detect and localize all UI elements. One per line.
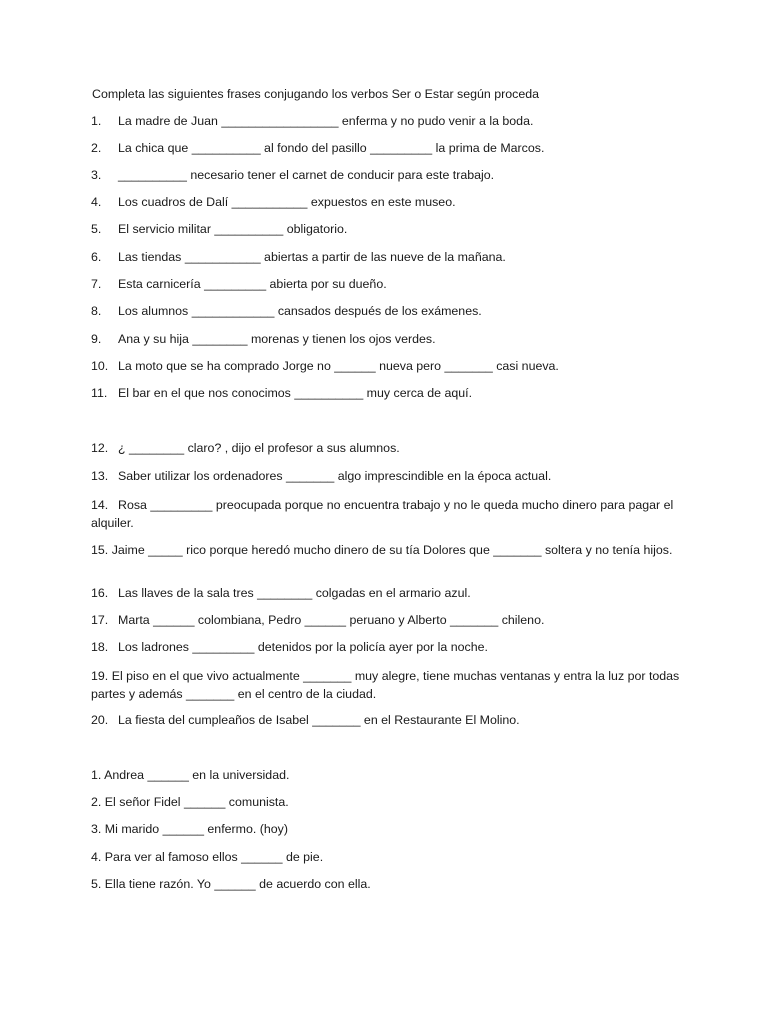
item-number: 1. xyxy=(91,768,102,782)
item-text: Los cuadros de Dalí ___________ expuestos en este museo. xyxy=(118,195,456,209)
item-number: 17. xyxy=(91,613,109,627)
item-text: Los alumnos ____________ cansados después de los exámenes. xyxy=(118,304,482,318)
exercise-item xyxy=(91,795,289,809)
exercise-item xyxy=(91,713,520,727)
item-text: ¿ ________ claro? , dijo el profesor a sus alumnos. xyxy=(118,441,400,455)
item-number: 11. xyxy=(91,386,108,400)
exercise-item xyxy=(91,877,371,891)
exercise-item xyxy=(91,386,472,400)
item-text: Rosa _________ preocupada porque no encuentra trabajo y no le queda mucho dinero para pagar el alquiler. xyxy=(91,498,674,530)
item-number: 19. xyxy=(91,669,109,683)
exercise-item xyxy=(91,496,681,532)
item-number: 5. xyxy=(91,877,102,891)
item-text: Marta ______ colombiana, Pedro ______ peruano y Alberto _______ chileno. xyxy=(118,613,545,627)
instruction-heading: Completa las siguientes frases conjugando los verbos Ser o Estar según proceda xyxy=(92,87,540,101)
item-text: La chica que __________ al fondo del pasillo _________ la prima de Marcos. xyxy=(118,141,545,155)
exercise-item xyxy=(91,195,456,209)
item-text: El señor Fidel ______ comunista. xyxy=(104,795,289,809)
item-text: Ana y su hija ________ morenas y tienen los ojos verdes. xyxy=(118,332,436,346)
exercise-item xyxy=(91,586,471,600)
item-number: 1. xyxy=(91,114,102,128)
item-text: Los ladrones _________ detenidos por la policía ayer por la noche. xyxy=(118,640,488,654)
item-text: Las tiendas ___________ abiertas a partir de las nueve de la mañana. xyxy=(118,250,506,264)
exercise-item xyxy=(91,222,347,236)
item-number: 18. xyxy=(91,640,109,654)
exercise-item xyxy=(91,667,681,703)
item-text: La fiesta del cumpleaños de Isabel _______ en el Restaurante El Molino. xyxy=(118,713,520,727)
exercise-item xyxy=(91,277,387,291)
item-text: El piso en el que vivo actualmente _______ muy alegre, tiene muchas ventanas y entra la luz por todas partes y además _______ en el centro de la ciudad. xyxy=(91,669,680,701)
item-number: 2. xyxy=(91,141,102,155)
item-number: 15. xyxy=(91,543,109,557)
item-text: Para ver al famoso ellos ______ de pie. xyxy=(104,850,324,864)
exercise-item xyxy=(91,114,533,128)
exercise-item xyxy=(91,822,288,836)
item-number: 10. xyxy=(91,359,109,373)
item-number: 14. xyxy=(91,498,109,512)
exercise-item xyxy=(91,332,436,346)
exercise-item xyxy=(91,441,400,455)
item-number: 3. xyxy=(91,822,102,836)
item-number: 2. xyxy=(91,795,102,809)
exercise-item xyxy=(91,541,681,559)
item-number: 6. xyxy=(91,250,102,264)
item-text: Saber utilizar los ordenadores _______ algo imprescindible en la época actual. xyxy=(118,469,552,483)
item-number: 5. xyxy=(91,222,102,236)
item-text: Mi marido ______ enfermo. (hoy) xyxy=(104,822,288,836)
item-number: 8. xyxy=(91,304,102,318)
exercise-item xyxy=(91,613,544,627)
exercise-item xyxy=(91,304,482,318)
exercise-item xyxy=(91,640,488,654)
item-text: Ella tiene razón. Yo ______ de acuerdo con ella. xyxy=(104,877,371,891)
item-text: El bar en el que nos conocimos __________ muy cerca de aquí. xyxy=(118,386,473,400)
item-number: 4. xyxy=(91,850,102,864)
exercise-item xyxy=(91,850,323,864)
item-number: 3. xyxy=(91,168,102,182)
item-text: Las llaves de la sala tres ________ colgadas en el armario azul. xyxy=(118,586,471,600)
item-text: __________ necesario tener el carnet de conducir para este trabajo. xyxy=(118,168,495,182)
item-number: 16. xyxy=(91,586,109,600)
exercise-item xyxy=(91,141,544,155)
item-text: El servicio militar __________ obligatorio. xyxy=(118,222,348,236)
item-number: 7. xyxy=(91,277,102,291)
item-number: 12. xyxy=(91,441,109,455)
item-text: La madre de Juan _________________ enferma y no pudo venir a la boda. xyxy=(118,114,534,128)
exercise-item xyxy=(91,768,289,782)
item-number: 4. xyxy=(91,195,102,209)
exercise-item xyxy=(91,250,506,264)
item-text: Esta carnicería _________ abierta por su dueño. xyxy=(118,277,387,291)
exercise-item xyxy=(91,469,551,483)
item-number: 9. xyxy=(91,332,102,346)
exercise-item xyxy=(91,359,559,373)
item-text: La moto que se ha comprado Jorge no ______ nueva pero _______ casi nueva. xyxy=(118,359,559,373)
item-number: 20. xyxy=(91,713,109,727)
item-text: Andrea ______ en la universidad. xyxy=(104,768,290,782)
exercise-item xyxy=(91,168,494,182)
item-number: 13. xyxy=(91,469,109,483)
item-text: Jaime _____ rico porque heredó mucho dinero de su tía Dolores que _______ soltera y no tenía hijos. xyxy=(111,543,673,557)
